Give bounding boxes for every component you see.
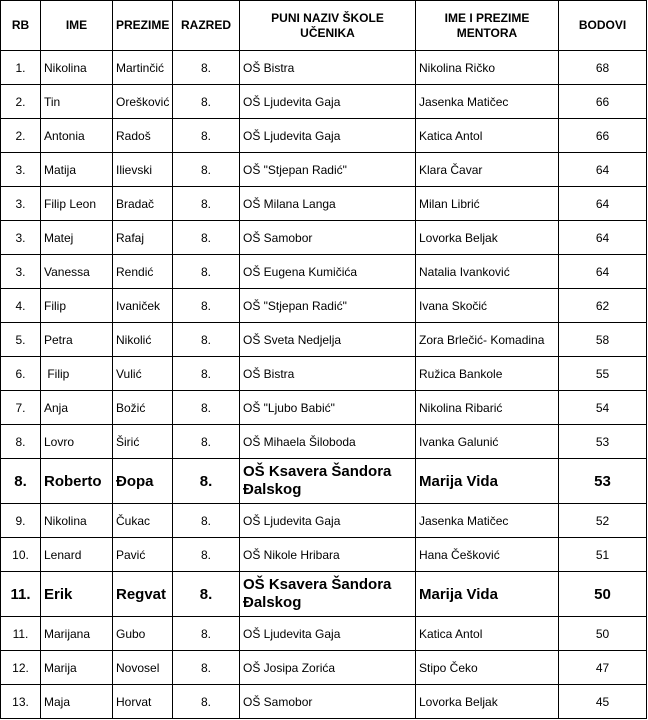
cell-mentor: Zora Brlečić- Komadina (416, 323, 559, 357)
cell-razred: 8. (173, 504, 240, 538)
cell-ime: Matej (41, 221, 113, 255)
header-ime: IME (41, 1, 113, 51)
cell-prezime: Bradač (113, 187, 173, 221)
cell-rb: 8. (1, 425, 41, 459)
cell-skola: OŠ "Stjepan Radić" (240, 153, 416, 187)
cell-bodovi: 53 (559, 459, 647, 504)
cell-mentor: Ivana Skočić (416, 289, 559, 323)
table-row (1, 119, 647, 153)
cell-rb: 13. (1, 685, 41, 719)
cell-ime: Filip Leon (41, 187, 113, 221)
cell-prezime: Širić (113, 425, 173, 459)
cell-skola: OŠ Samobor (240, 685, 416, 719)
cell-bodovi: 55 (559, 357, 647, 391)
cell-razred: 8. (173, 119, 240, 153)
cell-ime: Filip (41, 357, 113, 391)
cell-razred: 8. (173, 187, 240, 221)
table-row (1, 51, 647, 85)
cell-razred: 8. (173, 323, 240, 357)
cell-rb: 9. (1, 504, 41, 538)
table-row (1, 538, 647, 572)
cell-prezime: Orešković (113, 85, 173, 119)
cell-prezime: Pavić (113, 538, 173, 572)
cell-skola: OŠ Sveta Nedjelja (240, 323, 416, 357)
cell-bodovi: 64 (559, 255, 647, 289)
cell-mentor: Marija Vida (416, 459, 559, 504)
cell-bodovi: 68 (559, 51, 647, 85)
cell-razred: 8. (173, 685, 240, 719)
table-row-highlighted (1, 572, 647, 617)
cell-prezime: Čukac (113, 504, 173, 538)
table-row (1, 425, 647, 459)
cell-prezime: Horvat (113, 685, 173, 719)
cell-ime: Lovro (41, 425, 113, 459)
cell-prezime: Rendić (113, 255, 173, 289)
cell-skola: OŠ Ljudevita Gaja (240, 119, 416, 153)
cell-mentor: Milan Librić (416, 187, 559, 221)
cell-skola: OŠ Josipa Zorića (240, 651, 416, 685)
cell-prezime: Vulić (113, 357, 173, 391)
cell-mentor: Natalia Ivanković (416, 255, 559, 289)
cell-mentor: Jasenka Matičec (416, 504, 559, 538)
header-bodovi: BODOVI (559, 1, 647, 51)
cell-rb: 2. (1, 85, 41, 119)
cell-razred: 8. (173, 391, 240, 425)
cell-bodovi: 50 (559, 617, 647, 651)
cell-razred: 8. (173, 51, 240, 85)
header-skola: PUNI NAZIV ŠKOLE UČENIKA (240, 1, 416, 51)
cell-razred: 8. (173, 538, 240, 572)
cell-bodovi: 53 (559, 425, 647, 459)
cell-mentor: Klara Čavar (416, 153, 559, 187)
cell-razred: 8. (173, 255, 240, 289)
cell-skola: OŠ "Ljubo Babić" (240, 391, 416, 425)
cell-prezime: Božić (113, 391, 173, 425)
cell-bodovi: 54 (559, 391, 647, 425)
cell-mentor: Stipo Čeko (416, 651, 559, 685)
cell-rb: 3. (1, 255, 41, 289)
cell-prezime: Novosel (113, 651, 173, 685)
cell-skola: OŠ Ksavera Šandora Đalskog (240, 572, 416, 617)
cell-rb: 1. (1, 51, 41, 85)
cell-skola: OŠ Ksavera Šandora Đalskog (240, 459, 416, 504)
cell-ime: Tin (41, 85, 113, 119)
header-mentor: IME I PREZIME MENTORA (416, 1, 559, 51)
cell-ime: Marijana (41, 617, 113, 651)
cell-prezime: Regvat (113, 572, 173, 617)
cell-mentor: Jasenka Matičec (416, 85, 559, 119)
table-row (1, 289, 647, 323)
cell-razred: 8. (173, 85, 240, 119)
table-row (1, 187, 647, 221)
cell-rb: 4. (1, 289, 41, 323)
cell-rb: 7. (1, 391, 41, 425)
cell-razred: 8. (173, 617, 240, 651)
cell-bodovi: 66 (559, 85, 647, 119)
cell-ime: Marija (41, 651, 113, 685)
cell-ime: Nikolina (41, 51, 113, 85)
cell-prezime: Martinčić (113, 51, 173, 85)
cell-ime: Nikolina (41, 504, 113, 538)
cell-mentor: Ružica Bankole (416, 357, 559, 391)
cell-ime: Roberto (41, 459, 113, 504)
cell-prezime: Radoš (113, 119, 173, 153)
cell-skola: OŠ "Stjepan Radić" (240, 289, 416, 323)
cell-skola: OŠ Mihaela Šiloboda (240, 425, 416, 459)
cell-ime: Vanessa (41, 255, 113, 289)
cell-mentor: Katica Antol (416, 119, 559, 153)
cell-mentor: Marija Vida (416, 572, 559, 617)
cell-rb: 3. (1, 221, 41, 255)
cell-bodovi: 62 (559, 289, 647, 323)
table-row (1, 357, 647, 391)
cell-skola: OŠ Ljudevita Gaja (240, 617, 416, 651)
cell-mentor: Nikolina Ribarić (416, 391, 559, 425)
cell-ime: Petra (41, 323, 113, 357)
cell-bodovi: 45 (559, 685, 647, 719)
cell-bodovi: 50 (559, 572, 647, 617)
cell-ime: Erik (41, 572, 113, 617)
table-row (1, 221, 647, 255)
cell-rb: 3. (1, 187, 41, 221)
cell-rb: 6. (1, 357, 41, 391)
cell-ime: Lenard (41, 538, 113, 572)
cell-bodovi: 47 (559, 651, 647, 685)
cell-prezime: Nikolić (113, 323, 173, 357)
cell-ime: Maja (41, 685, 113, 719)
cell-ime: Antonia (41, 119, 113, 153)
cell-razred: 8. (173, 221, 240, 255)
table-row (1, 255, 647, 289)
cell-mentor: Lovorka Beljak (416, 685, 559, 719)
cell-skola: OŠ Milana Langa (240, 187, 416, 221)
cell-rb: 11. (1, 617, 41, 651)
header-rb: RB (1, 1, 41, 51)
cell-razred: 8. (173, 651, 240, 685)
table-row (1, 651, 647, 685)
cell-rb: 3. (1, 153, 41, 187)
table-row (1, 617, 647, 651)
cell-mentor: Katica Antol (416, 617, 559, 651)
cell-rb: 2. (1, 119, 41, 153)
table-row (1, 153, 647, 187)
cell-mentor: Nikolina Ričko (416, 51, 559, 85)
cell-skola: OŠ Samobor (240, 221, 416, 255)
cell-ime: Anja (41, 391, 113, 425)
table-row (1, 685, 647, 719)
header-prezime: PREZIME (113, 1, 173, 51)
header-razred: RAZRED (173, 1, 240, 51)
cell-skola: OŠ Eugena Kumičića (240, 255, 416, 289)
cell-ime: Filip (41, 289, 113, 323)
cell-prezime: Gubo (113, 617, 173, 651)
header-row (1, 1, 647, 51)
cell-razred: 8. (173, 153, 240, 187)
cell-razred: 8. (173, 357, 240, 391)
table-row (1, 323, 647, 357)
cell-prezime: Đopa (113, 459, 173, 504)
cell-mentor: Hana Češković (416, 538, 559, 572)
cell-rb: 11. (1, 572, 41, 617)
cell-skola: OŠ Ljudevita Gaja (240, 504, 416, 538)
cell-rb: 12. (1, 651, 41, 685)
cell-ime: Matija (41, 153, 113, 187)
cell-skola: OŠ Bistra (240, 357, 416, 391)
cell-mentor: Ivanka Galunić (416, 425, 559, 459)
cell-bodovi: 58 (559, 323, 647, 357)
cell-prezime: Ilievski (113, 153, 173, 187)
table-row (1, 504, 647, 538)
cell-bodovi: 66 (559, 119, 647, 153)
cell-razred: 8. (173, 425, 240, 459)
cell-bodovi: 64 (559, 153, 647, 187)
cell-mentor: Lovorka Beljak (416, 221, 559, 255)
cell-prezime: Rafaj (113, 221, 173, 255)
cell-skola: OŠ Nikole Hribara (240, 538, 416, 572)
cell-rb: 8. (1, 459, 41, 504)
table-row (1, 391, 647, 425)
cell-prezime: Ivaniček (113, 289, 173, 323)
cell-bodovi: 52 (559, 504, 647, 538)
cell-bodovi: 64 (559, 187, 647, 221)
table-row-highlighted (1, 459, 647, 504)
cell-razred: 8. (173, 289, 240, 323)
cell-rb: 10. (1, 538, 41, 572)
cell-razred: 8. (173, 459, 240, 504)
cell-skola: OŠ Bistra (240, 51, 416, 85)
cell-bodovi: 51 (559, 538, 647, 572)
cell-rb: 5. (1, 323, 41, 357)
table-row (1, 85, 647, 119)
cell-bodovi: 64 (559, 221, 647, 255)
cell-razred: 8. (173, 572, 240, 617)
cell-skola: OŠ Ljudevita Gaja (240, 85, 416, 119)
